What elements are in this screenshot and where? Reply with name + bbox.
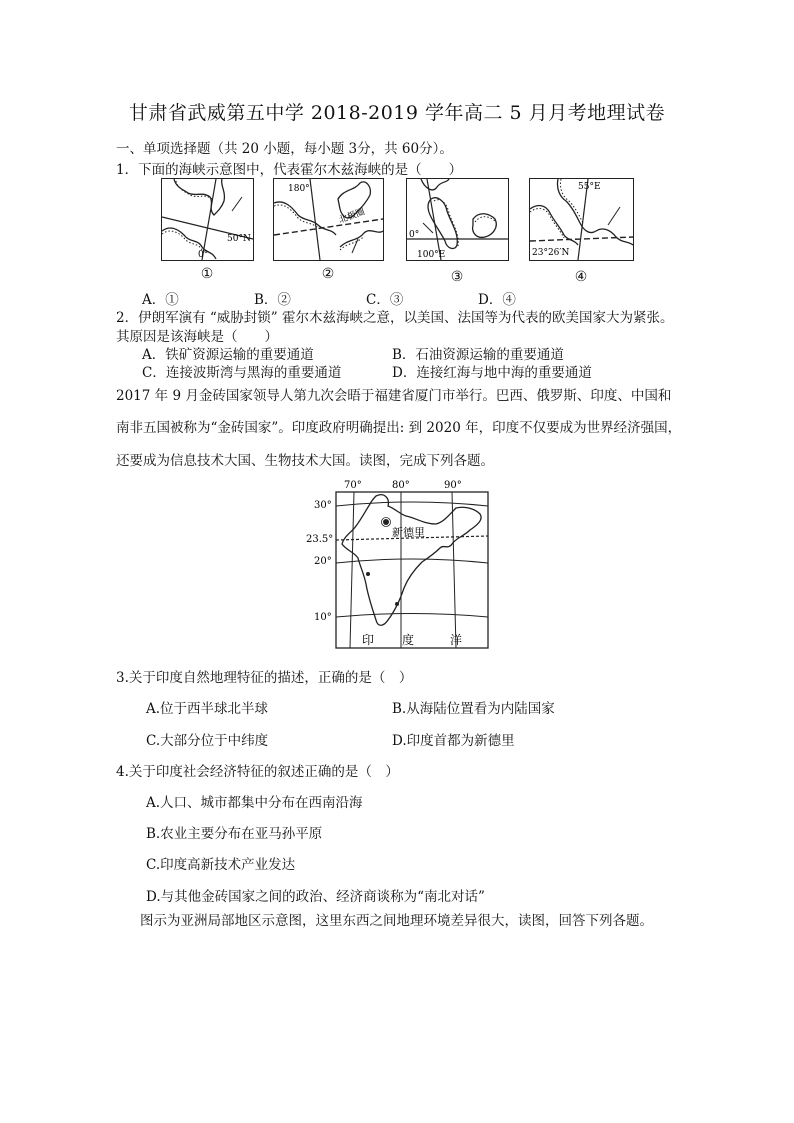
q1-option-d[interactable]: D．④ bbox=[478, 292, 516, 308]
passage-line-1: 2017 年 9 月金砖国家领导人第九次会晤于福建省厦门市举行。巴西、俄罗斯、印度、中国和 bbox=[116, 388, 672, 404]
q4-option-a[interactable]: A.人口、城市都集中分布在西南沿海 bbox=[146, 795, 363, 811]
question-2-stem-line2: 其原因是该海峡是（ ） bbox=[116, 329, 278, 345]
map3-caption: ③ bbox=[450, 269, 464, 285]
map4-lat-label: 23°26′N bbox=[532, 248, 570, 258]
q4-option-c[interactable]: C.印度高新技术产业发达 bbox=[146, 857, 296, 873]
q3-option-c[interactable]: C.大部分位于中纬度 bbox=[146, 733, 269, 749]
closing-instruction: 图示为亚洲局部地区示意图，这里东西之间地理环境差异很大，读图，回答下列各题。 bbox=[140, 913, 653, 929]
lon-label-90: 90° bbox=[444, 480, 462, 491]
map2-lon-label: 180° bbox=[288, 184, 310, 194]
lon-label-70: 70° bbox=[344, 480, 362, 491]
lon-label-80: 80° bbox=[392, 480, 410, 491]
q1-option-c[interactable]: C．③ bbox=[366, 292, 404, 308]
map1-lat-label: 50°N bbox=[227, 234, 251, 244]
q2-option-d[interactable]: D．连接红海与地中海的重要通道 bbox=[392, 365, 592, 381]
lat-label-23-5: 23.5° bbox=[306, 534, 334, 545]
q3-option-a[interactable]: A.位于西半球北半球 bbox=[146, 701, 269, 717]
map2-arctic-label: 北极圈 bbox=[337, 207, 367, 226]
q1-option-b[interactable]: B．② bbox=[254, 292, 291, 308]
strait-map-2 bbox=[273, 178, 384, 261]
strait-map-1 bbox=[161, 178, 254, 261]
map1-lon-label: 0° bbox=[198, 250, 209, 260]
map4-lon-label: 55°E bbox=[578, 182, 601, 192]
map3-lon-label: 100°E bbox=[417, 250, 446, 260]
map3-lat-label: 0° bbox=[409, 230, 420, 240]
ocean-label-2: 度 bbox=[402, 633, 415, 647]
passage-line-2: 南非五国被称为“金砖国家”。印度政府明确提出: 到 2020 年，印度不仅要成为世界经济强国， bbox=[116, 420, 682, 436]
q2-option-c[interactable]: C．连接波斯湾与黑海的重要通道 bbox=[142, 365, 342, 381]
strait-map-4 bbox=[529, 178, 634, 261]
q4-option-d[interactable]: D.与其他金砖国家之间的政治、经济商谈称为“南北对话” bbox=[146, 889, 485, 905]
india-map bbox=[304, 478, 494, 650]
map4-caption: ④ bbox=[574, 269, 588, 285]
q1-option-a[interactable]: A．① bbox=[142, 292, 179, 308]
capital-label: 新德里 bbox=[392, 526, 425, 539]
lat-label-10: 10° bbox=[314, 612, 332, 623]
section-heading: 一、单项选择题（共 20 小题，每小题 3分，共 60分）。 bbox=[116, 141, 453, 157]
passage-line-3: 还要成为信息技术大国、生物技术大国。读图，完成下列各题。 bbox=[116, 453, 494, 469]
q4-option-b[interactable]: B.农业主要分布在亚马孙平原 bbox=[146, 826, 323, 842]
q2-option-a[interactable]: A．铁矿资源运输的重要通道 bbox=[142, 347, 314, 363]
map2-caption: ② bbox=[321, 266, 335, 282]
question-2-stem-line1: 2．伊朗军演有 “威胁封锁” 霍尔木兹海峡之意，以美国、法国等为代表的欧美国家大为紧张。 bbox=[116, 310, 674, 326]
strait-map-3 bbox=[406, 178, 509, 261]
map1-caption: ① bbox=[200, 266, 214, 282]
lat-label-30: 30° bbox=[314, 500, 332, 511]
q2-option-b[interactable]: B．石油资源运输的重要通道 bbox=[392, 347, 564, 363]
question-4-stem: 4.关于印度社会经济特征的叙述正确的是（ ） bbox=[116, 764, 399, 780]
question-3-stem: 3.关于印度自然地理特征的描述，正确的是（ ） bbox=[116, 670, 413, 686]
question-1-stem: 1．下面的海峡示意图中，代表霍尔木兹海峡的是（ ） bbox=[116, 162, 463, 178]
page-title: 甘肃省武威第五中学 2018-2019 学年高二 5 月月考地理试卷 bbox=[128, 102, 666, 124]
lat-label-20: 20° bbox=[314, 556, 332, 567]
ocean-label-3: 洋 bbox=[450, 633, 463, 647]
q3-option-d[interactable]: D.印度首都为新德里 bbox=[392, 733, 515, 749]
ocean-label-1: 印 bbox=[362, 633, 375, 647]
q3-option-b[interactable]: B.从海陆位置看为内陆国家 bbox=[392, 701, 555, 717]
